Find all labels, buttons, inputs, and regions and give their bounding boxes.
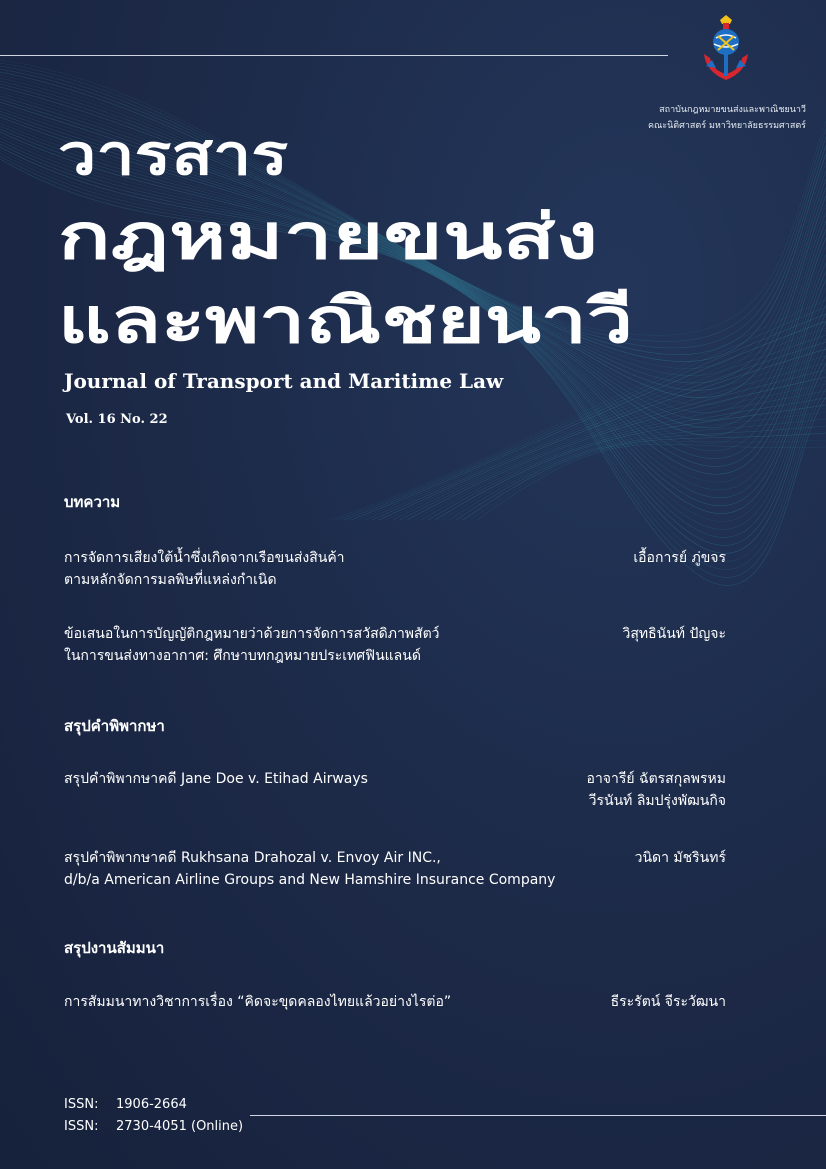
seminar-1-title: การสัมมนาทางวิชาการเรื่อง “คิดจะขุดคลองไทยแล้วอย่างไรต่อ”	[64, 994, 452, 1010]
top-rule	[0, 55, 668, 56]
issn-block	[64, 1094, 243, 1138]
case-1-title	[64, 768, 368, 790]
title-thai-line3: และพาณิชยนาวี	[58, 284, 633, 357]
article-1-title-line2: ตามหลักจัดการมลพิษที่แหล่งกำเนิด	[64, 572, 277, 588]
case-2-title-line1: สรุปคำพิพากษาคดี Rukhsana Drahozal v. Envoy Air INC.,	[64, 850, 441, 866]
volume-number: Vol. 16 No. 22	[66, 412, 168, 427]
faculty-name: คณะนิติศาสตร์ มหาวิทยาลัยธรรมศาสตร์	[647, 121, 806, 131]
case-2-title	[64, 847, 555, 891]
title-english: Journal of Transport and Maritime Law	[64, 369, 504, 393]
article-2-author: วิสุทธินันท์ ปัญจะ	[622, 626, 726, 642]
case-1-author-2: วีรนันท์ ลิมปรุ่งพัฒนกิจ	[588, 793, 726, 809]
article-2-title-line1: ข้อเสนอในการบัญญัติกฎหมายว่าด้วยการจัดการสวัสดิภาพสัตว์	[64, 626, 440, 642]
issn-online	[64, 1116, 243, 1138]
institution-name: สถาบันกฎหมายขนส่งและพาณิชยนาวี	[659, 105, 806, 115]
article-1-title-line1: การจัดการเสียงใต้น้ำซึ่งเกิดจากเรือขนส่งสินค้า	[64, 550, 345, 566]
section-heading-seminar: สรุปงานสัมมนา	[64, 939, 165, 957]
case-2-title-line2: d/b/a American Airline Groups and New Hamshire Insurance Company	[64, 872, 556, 888]
title-thai-line2: กฎหมายขนส่ง	[58, 200, 598, 273]
wave-line	[407, 377, 826, 520]
article-1-title	[64, 547, 345, 591]
issn-online-number: 2730-4051 (Online)	[116, 1119, 244, 1134]
issn-print-number: 1906-2664	[116, 1097, 187, 1112]
anchor-globe-emblem-icon	[696, 14, 756, 84]
wave-line	[421, 391, 826, 520]
case-1-title-line1: สรุปคำพิพากษาคดี Jane Doe v. Etihad Airways	[64, 771, 368, 787]
article-1-author: เอื้อการย์ ภู่ขจร	[633, 550, 726, 566]
title-thai-line1: วารสาร	[58, 123, 288, 188]
bottom-rule	[250, 1115, 826, 1116]
case-1-authors	[587, 768, 726, 812]
issn-label: ISSN:	[64, 1097, 99, 1112]
institution-block	[648, 102, 806, 134]
section-heading-case-summaries: สรุปคำพิพากษา	[64, 717, 165, 735]
issn-print	[64, 1094, 243, 1116]
section-heading-articles: บทความ	[64, 493, 121, 511]
seminar-1-author: ธีระรัตน์ จีระวัฒนา	[610, 994, 726, 1010]
case-2-author: วนิดา มัชรินทร์	[634, 850, 726, 866]
case-1-author-1: อาจารีย์ ฉัตรสกุลพรหม	[586, 771, 726, 787]
article-2-title	[64, 623, 440, 667]
article-2-title-line2: ในการขนส่งทางอากาศ: ศึกษาบทกฎหมายประเทศฟินแลนด์	[64, 648, 421, 664]
issn-label-online: ISSN:	[64, 1119, 99, 1134]
